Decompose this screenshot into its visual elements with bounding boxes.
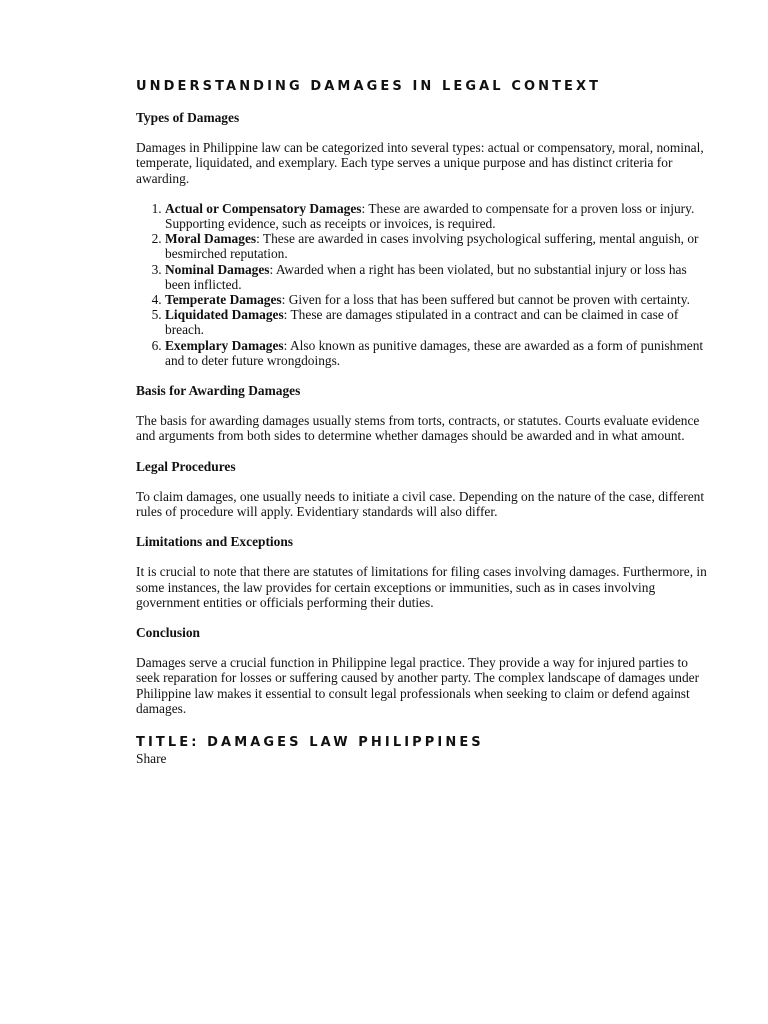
- section-heading-conclusion: Conclusion: [136, 625, 200, 641]
- section-conclusion: [136, 625, 708, 716]
- list-item-term: Actual or Compensatory Damages: [165, 200, 362, 216]
- damage-types-list: [136, 201, 708, 368]
- list-item-term: Temperate Damages: [165, 292, 282, 308]
- list-item-term: Liquidated Damages: [165, 307, 284, 323]
- share-link[interactable]: Share: [136, 751, 167, 767]
- document-page: [136, 78, 708, 766]
- list-item-term: Moral Damages: [165, 231, 257, 247]
- list-item-term: Exemplary Damages: [165, 337, 284, 353]
- section-limitations: [136, 534, 708, 610]
- footer-title: TITLE: DAMAGES LAW PHILIPPINES: [136, 735, 484, 751]
- section-heading-types: Types of Damages: [136, 110, 240, 125]
- list-item: [165, 292, 708, 307]
- list-item-text: : These are damages stipulated in a contract and can be claimed in case of breach.: [165, 307, 679, 338]
- section-heading-limitations: Limitations and Exceptions: [136, 534, 293, 550]
- section-heading-procedures: Legal Procedures: [136, 458, 236, 474]
- list-item-text: : Given for a loss that has been suffered but cannot be proven with certainty.: [281, 292, 690, 308]
- basis-paragraph: The basis for awarding damages usually stems from torts, contracts, or statutes. Courts evaluate evidence and arguments from both sides to determine whether damages should be awarded and in what amount.: [136, 413, 700, 444]
- list-item-term: Nominal Damages: [165, 261, 270, 277]
- list-item: [165, 231, 708, 261]
- procedures-paragraph: To claim damages, one usually needs to initiate a civil case. Depending on the nature of the case, different rules of procedure will apply. Evidentiary standards will also differ.: [136, 488, 705, 520]
- section-procedures: [136, 459, 708, 520]
- list-item-text: : Also known as punitive damages, these are awarded as a form of punishment and to deter future wrongdoings.: [165, 337, 704, 368]
- list-item: [165, 338, 708, 368]
- limitations-paragraph: It is crucial to note that there are statutes of limitations for filing cases involving damages. Furthermore, in some instances, the law provides for certain exceptions or immunities, such as in cases involving government entities or officials performing their duties.: [136, 564, 707, 610]
- list-item: [165, 307, 708, 337]
- section-types: [136, 110, 708, 368]
- types-intro: Damages in Philippine law can be categorized into several types: actual or compensatory, moral, nominal, temperate, liquidated, and exemplary. Each type serves a unique purpose and has distinct criteria for awarding.: [136, 140, 704, 186]
- list-item-text: : These are awarded in cases involving psychological suffering, mental anguish, or besmirched reputation.: [165, 231, 699, 262]
- conclusion-paragraph: Damages serve a crucial function in Philippine legal practice. They provide a way for injured parties to seek reparation for losses or suffering caused by another party. The complex landscape of damages under Philippine law makes it essential to consult legal professionals when seeking to claim or defend against damages.: [136, 655, 700, 716]
- list-item-text: : These are awarded to compensate for a proven loss or injury. Supporting evidence, such as receipts or invoices, is required.: [165, 200, 695, 232]
- list-item-text: : Awarded when a right has been violated, but no substantial injury or loss has been inflicted.: [165, 261, 687, 292]
- list-item: [165, 201, 708, 231]
- section-heading-basis: Basis for Awarding Damages: [136, 383, 301, 399]
- document-title: UNDERSTANDING DAMAGES IN LEGAL CONTEXT: [136, 79, 602, 94]
- list-item: [165, 262, 708, 292]
- section-basis: [136, 383, 708, 444]
